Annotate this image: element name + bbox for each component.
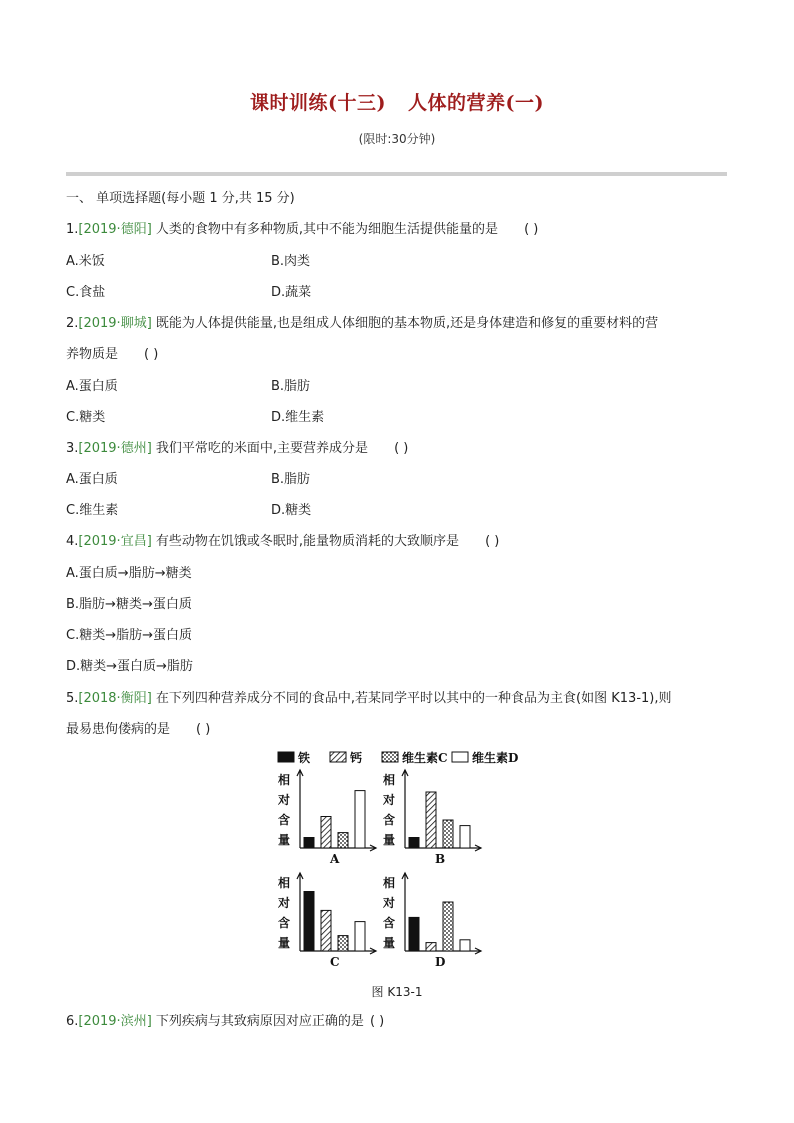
option-b: B.肉类 bbox=[271, 254, 311, 269]
question-5 bbox=[66, 690, 672, 708]
header-divider bbox=[66, 172, 727, 176]
question-text: 既能为人体提供能量,也是组成人体细胞的基本物质,还是身体建造和修复的重要材料的营 bbox=[155, 316, 659, 331]
y-axis-label-char: 含 bbox=[383, 916, 396, 930]
option-a: A.米饭 bbox=[66, 254, 105, 269]
question-source: [2019·聊城] bbox=[78, 316, 152, 331]
option-c: C.糖类→脂肪→蛋白质 bbox=[66, 628, 192, 643]
chart-panel-C bbox=[277, 873, 376, 969]
page-title bbox=[0, 88, 794, 115]
option-d: D.糖类 bbox=[271, 503, 312, 518]
legend-swatch-4 bbox=[452, 752, 468, 762]
y-axis-label-char: 含 bbox=[383, 813, 396, 827]
bar-C-3 bbox=[338, 936, 348, 951]
option-c: C.维生素 bbox=[66, 503, 119, 518]
legend-swatch-2 bbox=[330, 752, 346, 762]
bar-D-4 bbox=[460, 940, 470, 951]
option-d: D.维生素 bbox=[271, 410, 325, 425]
answer-blank: ( ) bbox=[524, 222, 539, 237]
option-d: D.蔬菜 bbox=[271, 285, 312, 300]
question-2-cont bbox=[66, 346, 158, 364]
bar-A-2 bbox=[321, 817, 331, 849]
question-number: 3. bbox=[66, 441, 79, 456]
question-number: 6. bbox=[66, 1014, 79, 1029]
option-b: B.脂肪 bbox=[271, 472, 311, 487]
legend-swatch-1 bbox=[278, 752, 294, 762]
question-text-cont: 养物质是 bbox=[66, 347, 119, 362]
panel-label-B: B bbox=[435, 852, 446, 866]
chart-legend bbox=[278, 750, 518, 765]
y-axis-label-char: 对 bbox=[383, 896, 396, 910]
options-row bbox=[66, 378, 311, 396]
question-source: [2019·宜昌] bbox=[78, 534, 152, 549]
question-source: [2018·衡阳] bbox=[78, 691, 152, 706]
panel-label-C: C bbox=[330, 955, 340, 969]
bar-A-3 bbox=[338, 833, 348, 848]
y-axis-label-char: 相 bbox=[278, 773, 291, 787]
y-axis-label-char: 量 bbox=[383, 936, 396, 950]
option-b: B.脂肪→糖类→蛋白质 bbox=[66, 597, 192, 612]
question-text: 下列疾病与其致病原因对应正确的是 bbox=[155, 1014, 364, 1029]
panel-label-D: D bbox=[435, 955, 446, 969]
question-number: 2. bbox=[66, 316, 79, 331]
y-axis-label-char: 相 bbox=[383, 876, 396, 890]
bar-D-1 bbox=[409, 917, 419, 951]
question-1 bbox=[66, 221, 538, 239]
y-axis-label-char: 量 bbox=[278, 936, 291, 950]
option-a: A.蛋白质 bbox=[66, 472, 118, 487]
y-axis-label-char: 量 bbox=[278, 833, 291, 847]
question-text: 我们平常吃的米面中,主要营养成分是 bbox=[155, 441, 369, 456]
question-6 bbox=[66, 1013, 384, 1031]
question-source: [2019·德阳] bbox=[78, 222, 152, 237]
question-text-cont: 最易患佝偻病的是 bbox=[66, 722, 171, 737]
bar-chart bbox=[270, 748, 530, 978]
question-text: 有些动物在饥饿或冬眠时,能量物质消耗的大致顺序是 bbox=[155, 534, 460, 549]
legend-label-3: 维生素C bbox=[402, 751, 448, 765]
title-part2: 人体的营养(一) bbox=[408, 92, 544, 114]
answer-blank: ( ) bbox=[485, 534, 500, 549]
options-row bbox=[66, 502, 312, 520]
bar-C-4 bbox=[355, 922, 365, 951]
question-number: 1. bbox=[66, 222, 79, 237]
options-row bbox=[66, 409, 325, 427]
legend-label-1: 铁 bbox=[298, 751, 311, 765]
bar-B-4 bbox=[460, 826, 470, 848]
options-row bbox=[66, 284, 312, 302]
question-text: 在下列四种营养成分不同的食品中,若某同学平时以其中的一种食品为主食(如图 K13-1),则 bbox=[155, 691, 672, 706]
y-axis-label-char: 相 bbox=[278, 876, 291, 890]
bar-C-2 bbox=[321, 910, 331, 951]
bar-D-2 bbox=[426, 943, 436, 951]
option-a: A.蛋白质→脂肪→糖类 bbox=[66, 566, 192, 581]
question-source: [2019·德州] bbox=[78, 441, 152, 456]
question-3 bbox=[66, 440, 408, 458]
question-number: 4. bbox=[66, 534, 79, 549]
option-d: D.糖类→蛋白质→脂肪 bbox=[66, 659, 193, 674]
options-row bbox=[66, 253, 311, 271]
question-2 bbox=[66, 315, 658, 333]
answer-blank: ( ) bbox=[394, 441, 409, 456]
section-heading: 一、 单项选择题(每小题 1 分,共 15 分) bbox=[66, 191, 295, 206]
bar-B-2 bbox=[426, 792, 436, 848]
option-a: A.蛋白质 bbox=[66, 379, 118, 394]
y-axis-label-char: 量 bbox=[383, 833, 396, 847]
title-part1: 课时训练(十三) bbox=[250, 92, 386, 114]
chart-panel-D bbox=[382, 873, 481, 969]
y-axis-label-char: 对 bbox=[278, 896, 291, 910]
bar-C-1 bbox=[304, 892, 314, 952]
bar-B-3 bbox=[443, 820, 453, 848]
option-c: C.糖类 bbox=[66, 410, 106, 425]
legend-label-2: 钙 bbox=[350, 751, 363, 765]
question-5-cont bbox=[66, 721, 210, 739]
bar-D-3 bbox=[443, 902, 453, 951]
bar-B-1 bbox=[409, 838, 419, 849]
legend-label-4: 维生素D bbox=[472, 751, 519, 765]
bar-A-1 bbox=[304, 838, 314, 849]
question-number: 5. bbox=[66, 691, 79, 706]
answer-blank: ( ) bbox=[369, 1014, 385, 1029]
y-axis-label-char: 含 bbox=[278, 916, 291, 930]
figure-caption: 图 K13-1 bbox=[371, 985, 423, 999]
y-axis-label-char: 对 bbox=[278, 793, 291, 807]
chart-panel-A bbox=[277, 770, 376, 866]
option-b: B.脂肪 bbox=[271, 379, 311, 394]
legend-swatch-3 bbox=[382, 752, 398, 762]
y-axis-label-char: 含 bbox=[278, 813, 291, 827]
question-4 bbox=[66, 533, 499, 551]
y-axis-label-char: 对 bbox=[383, 793, 396, 807]
time-limit: (限时:30分钟) bbox=[358, 132, 436, 146]
answer-blank: ( ) bbox=[144, 347, 159, 362]
y-axis-label-char: 相 bbox=[383, 773, 396, 787]
question-source: [2019·滨州] bbox=[78, 1014, 152, 1029]
panel-label-A: A bbox=[330, 852, 340, 866]
option-c: C.食盐 bbox=[66, 285, 106, 300]
chart-panel-B bbox=[382, 770, 481, 866]
bar-A-4 bbox=[355, 791, 365, 848]
options-row bbox=[66, 471, 311, 489]
chart-panels bbox=[277, 770, 481, 969]
question-text: 人类的食物中有多种物质,其中不能为细胞生活提供能量的是 bbox=[155, 222, 499, 237]
answer-blank: ( ) bbox=[196, 722, 211, 737]
figure-k13-1 bbox=[270, 748, 530, 998]
